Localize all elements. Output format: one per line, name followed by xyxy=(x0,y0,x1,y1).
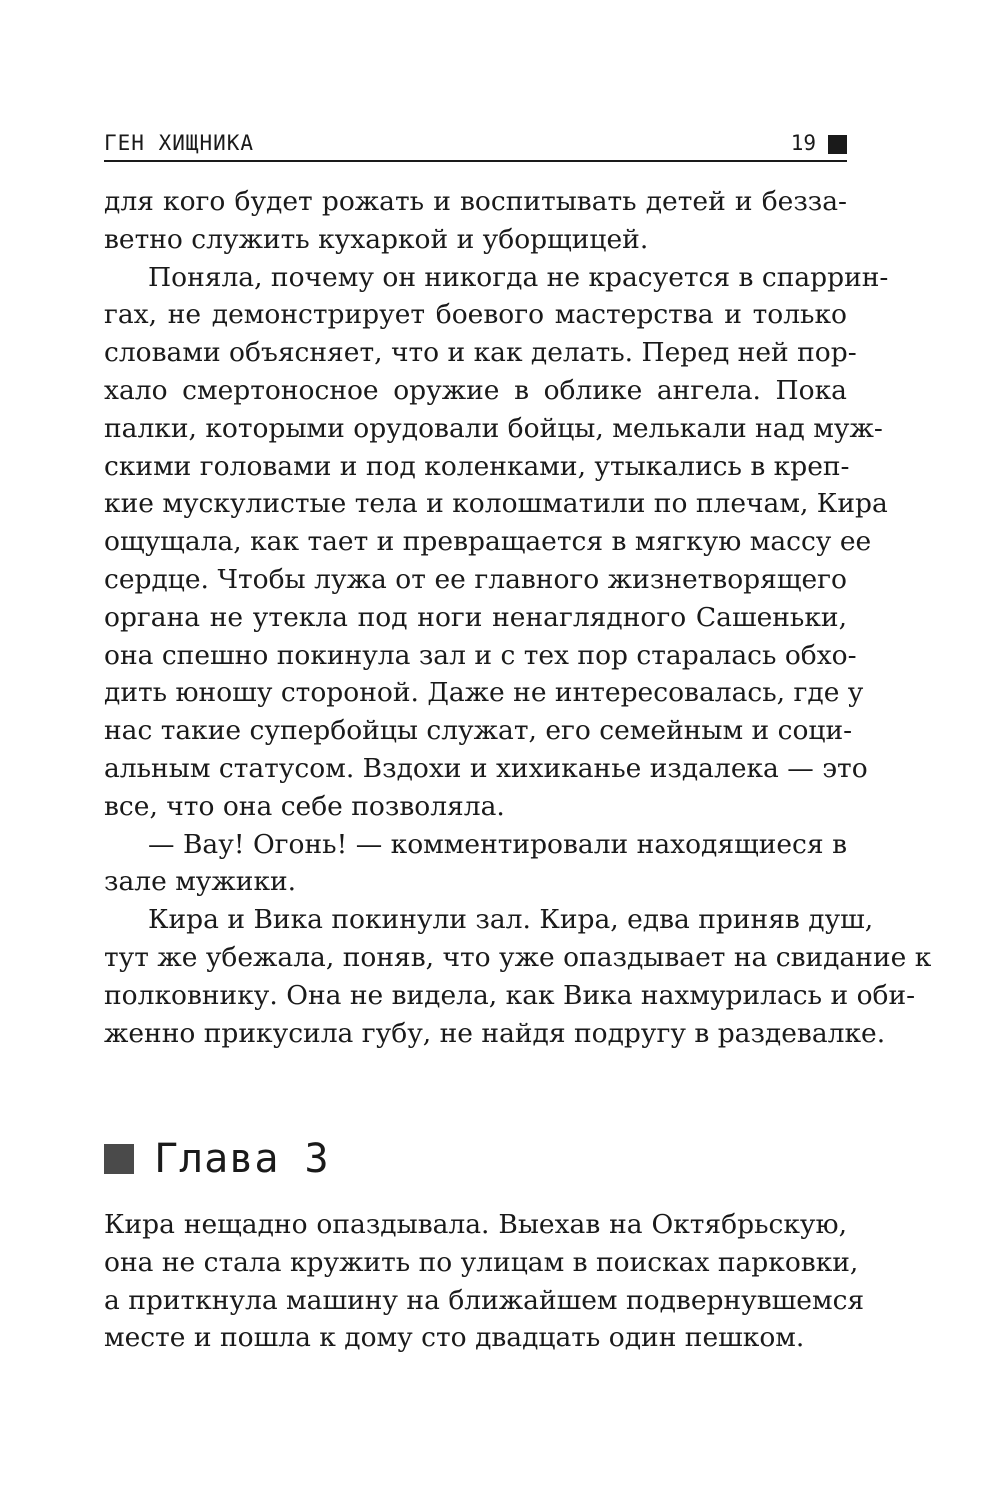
text-line: Кира нещадно опаздывала. Выехав на Октябрьскую, xyxy=(104,1209,847,1240)
header-page-info xyxy=(791,130,847,156)
text-line: все, что она себе позволяла. xyxy=(104,790,505,822)
text-line: нас такие супербойцы служат, его семейным и соци- xyxy=(104,715,853,747)
book-title: ГЕН ХИЩНИКА xyxy=(104,131,255,155)
text-line: ветно служить кухаркой и уборщицей. xyxy=(104,223,649,255)
text-line: Поняла, почему он никогда не красуется в спаррин- xyxy=(148,261,889,293)
text-line: месте и пошла к дому сто двадцать один пешком. xyxy=(104,1322,805,1354)
chapter-square-icon xyxy=(104,1144,134,1174)
text-line: сердце. Чтобы лужа от ее главного жизнетворящего xyxy=(104,563,847,595)
page-number: 19 xyxy=(790,131,816,155)
text-line: ощущала, как тает и превращается в мягкую массу ее xyxy=(104,526,872,558)
text-line: кие мускулистые тела и колошматили по плечам, Кира xyxy=(104,488,888,520)
chapter-text xyxy=(104,1206,865,1357)
text-line: женно прикусила губу, не найдя подругу в раздевалке. xyxy=(104,1017,886,1049)
text-line: тут же убежала, поняв, что уже опаздывает на свидание к xyxy=(104,941,932,973)
text-line: полковнику. Она не видела, как Вика нахмурилась и оби- xyxy=(104,979,916,1011)
text-line: хало смертоносное оружие в облике ангела. Пока xyxy=(104,374,847,406)
text-line: гах, не демонстрирует боевого мастерства и только xyxy=(104,299,847,331)
header-square-icon xyxy=(828,135,847,154)
text-line: органа не утекла под ноги ненаглядного Сашеньки, xyxy=(104,601,847,633)
text-line: — Вау! Огонь! — комментировали находящиеся в xyxy=(148,828,847,860)
text-line: дить юношу стороной. Даже не интересовалась, где у xyxy=(104,677,864,709)
body-text xyxy=(104,183,932,1052)
chapter-heading xyxy=(104,1131,330,1187)
text-line: палки, которыми орудовали бойцы, мелькали над муж- xyxy=(104,412,883,444)
text-line: она спешно покинула зал и с тех пор старалась обхо- xyxy=(104,639,857,671)
text-line: альным статусом. Вздохи и хихиканье издалека — это xyxy=(104,752,868,784)
text-line: скими головами и под коленками, утыкались в креп- xyxy=(104,450,850,482)
text-line: Кира и Вика покинули зал. Кира, едва приняв душ, xyxy=(148,904,874,936)
text-line: для кого будет рожать и воспитывать детей и безза- xyxy=(104,186,847,217)
running-header xyxy=(104,128,847,162)
text-line: словами объясняет, что и как делать. Перед ней пор- xyxy=(104,337,857,369)
text-line: зале мужики. xyxy=(104,866,297,898)
text-line: а приткнула машину на ближайшем подвернувшемся xyxy=(104,1284,865,1316)
chapter-title: Глава 3 xyxy=(154,1136,330,1182)
text-line: она не стала кружить по улицам в поисках парковки, xyxy=(104,1246,859,1278)
